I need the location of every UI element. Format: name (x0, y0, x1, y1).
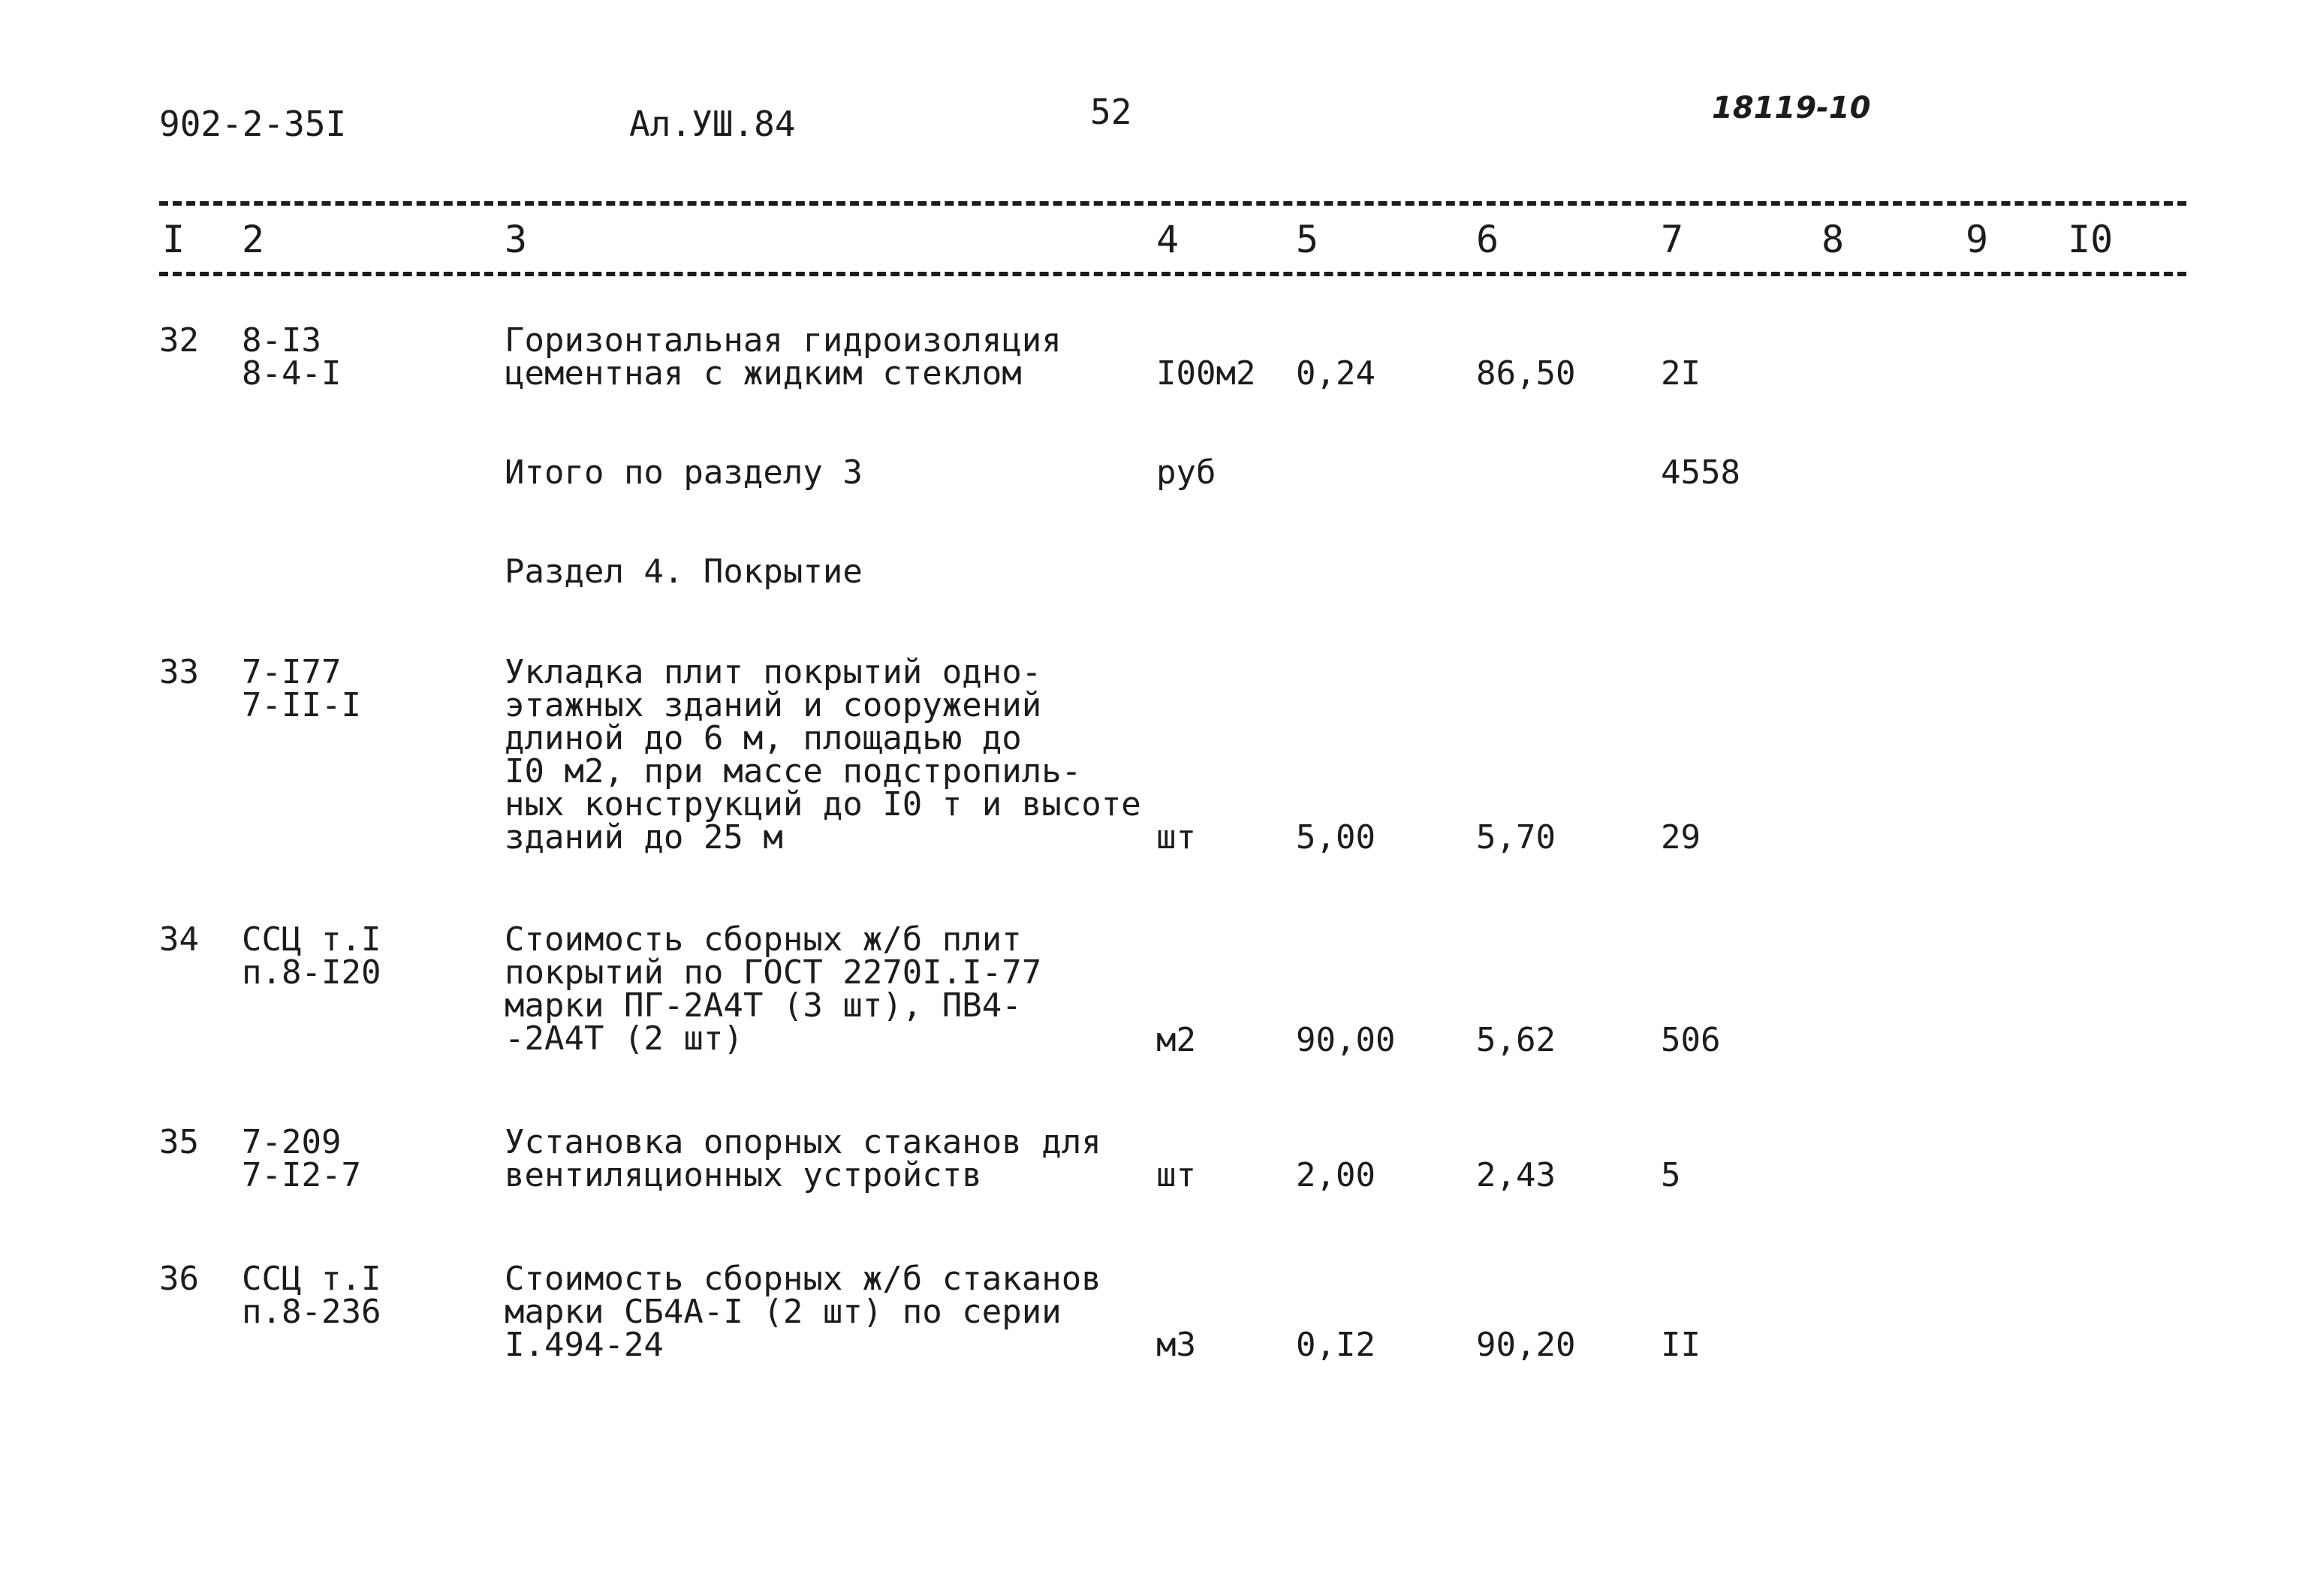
handwritten-inventory-number: 18119-10 (1712, 91, 1871, 125)
row-33-total-cost: 29 (1661, 818, 1701, 857)
header-top-rule (159, 201, 2186, 206)
row-33-unit: шт (1156, 818, 1196, 857)
album-number: Ал.УШ.84 (629, 104, 796, 144)
row-34-total-cost: 506 (1661, 1021, 1721, 1059)
column-header-7: 7 (1661, 218, 1684, 261)
column-header-6: 6 (1476, 218, 1499, 261)
row-32-number: 32 (159, 321, 199, 360)
column-header-9: 9 (1966, 218, 1989, 261)
row-35-unit-price: 2,43 (1476, 1156, 1556, 1194)
row-36-unit: м3 (1156, 1326, 1196, 1364)
section-3-total-label: Итого по разделу 3 (505, 453, 863, 492)
page-number: 52 (1090, 92, 1132, 132)
row-36-total-cost: II (1661, 1326, 1701, 1364)
column-header-8: 8 (1821, 218, 1845, 261)
row-36-number: 36 (159, 1260, 199, 1298)
section-3-total-unit: руб (1156, 453, 1216, 492)
section-3-total-cost: 4558 (1661, 453, 1740, 492)
row-32-unit: I00м2 (1156, 354, 1256, 393)
row-33-unit-price: 5,70 (1476, 818, 1556, 857)
row-34-description: Стоимость сборных ж/б плит покрытий по ГОСТ 2270I.I-77 марки ПГ-2А4Т (3 шт), ПВ4- -2А4Т (2 шт) (505, 920, 1042, 1058)
column-header-1: I (162, 218, 185, 261)
row-33-code: 7-I77 7-II-I (242, 653, 361, 724)
row-33-description: Укладка плит покрытий одно- этажных зданий и сооружений длиной до 6 м, площадью до I0 м2, при массе подстропиль- ных конструкций до I0 т и высоте зданий до 25 м (505, 653, 1141, 857)
row-35-description: Установка опорных стаканов для вентиляционных устройств (505, 1123, 1101, 1194)
row-33-quantity: 5,00 (1296, 818, 1375, 857)
row-36-quantity: 0,I2 (1296, 1326, 1375, 1364)
row-36-description: Стоимость сборных ж/б стаканов марки СБ4А-I (2 шт) по серии I.494-24 (505, 1260, 1101, 1364)
row-36-unit-price: 90,20 (1476, 1326, 1576, 1364)
row-32-quantity: 0,24 (1296, 354, 1375, 393)
row-35-unit: шт (1156, 1156, 1196, 1194)
row-32-total-cost: 2I (1661, 354, 1701, 393)
row-32-description: Горизонтальная гидроизоляция цементная с жидким стеклом (505, 321, 1062, 393)
column-header-5: 5 (1296, 218, 1319, 261)
column-header-3: 3 (505, 218, 528, 261)
section-4-heading: Раздел 4. Покрытие (505, 553, 863, 591)
row-35-total-cost: 5 (1661, 1156, 1681, 1194)
document-code: 902-2-35I (159, 104, 347, 144)
row-34-unit-price: 5,62 (1476, 1021, 1556, 1059)
row-35-quantity: 2,00 (1296, 1156, 1375, 1194)
row-34-code: ССЦ т.I п.8-I20 (242, 920, 381, 992)
row-33-number: 33 (159, 653, 199, 691)
row-35-number: 35 (159, 1123, 199, 1161)
row-34-quantity: 90,00 (1296, 1021, 1396, 1059)
header-bottom-rule (159, 272, 2186, 276)
row-34-number: 34 (159, 920, 199, 959)
row-35-code: 7-209 7-I2-7 (242, 1123, 361, 1194)
row-34-unit: м2 (1156, 1021, 1196, 1059)
row-32-unit-price: 86,50 (1476, 354, 1576, 393)
column-header-2: 2 (242, 218, 265, 261)
column-header-10: I0 (2068, 218, 2114, 261)
column-header-4: 4 (1156, 218, 1180, 261)
row-36-code: ССЦ т.I п.8-236 (242, 1260, 381, 1331)
row-32-code: 8-I3 8-4-I (242, 321, 342, 393)
